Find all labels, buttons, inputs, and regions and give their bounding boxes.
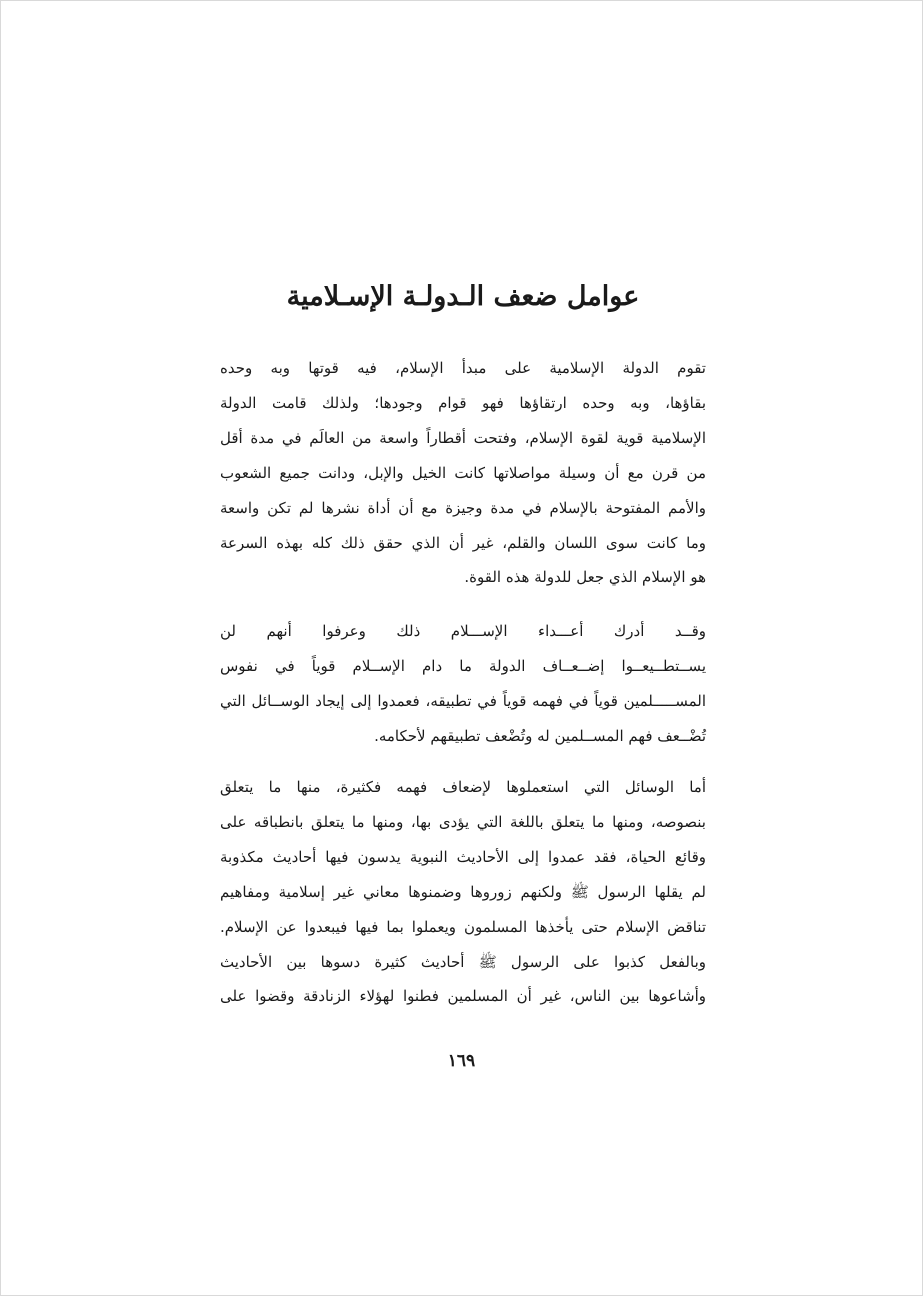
text-line: والأمم المفتوحة بالإسلام في مدة وجيزة مع أن أداة نشرها لم تكن واسعة xyxy=(220,498,706,517)
text-line: وبالفعل كذبوا على الرسول ﷺ أحاديث كثيرة دسوها بين الأحاديث xyxy=(220,952,706,971)
paragraph-1 xyxy=(220,351,706,595)
text-line: يســتطــيعــوا إضــعــاف الدولة ما دام الإســلام قوياً في نفوس xyxy=(220,656,706,675)
page-number: ١٦٩ xyxy=(447,1051,476,1071)
text-line: تقوم الدولة الإسلامية على مبدأ الإسلام، فيه قوتها وبه وحده xyxy=(220,359,706,377)
text-line: تُضْــعف فهم المســلمين له وتُضْعف تطبيقهم لأحكامه. xyxy=(374,726,706,745)
text-line: بنصوصه، ومنها ما يتعلق باللغة التي يؤدى بها، ومنها ما يتعلق بانطباقه على xyxy=(220,812,706,831)
text-line: لم يقلها الرسول ﷺ ولكنهم زوروها وضمنوها معاني غير إسلامية ومفاهيم xyxy=(220,882,706,901)
text-line: الإسلامية قوية لقوة الإسلام، وفتحت أقطاراً واسعة من العالَم في مدة أقل xyxy=(220,428,706,447)
page-title: عوامل ضعف الـدولـة الإسـلامية xyxy=(286,281,640,312)
text-line: وأشاعوها بين الناس، غير أن المسلمين فطنوا لهؤلاء الزنادقة وقضوا على xyxy=(220,987,706,1006)
text-line: بقاؤها، وبه وحده ارتقاؤها فهو قوام وجودها؛ ولذلك قامت الدولة xyxy=(220,393,706,412)
text-line: وقائع الحياة، فقد عمدوا إلى الأحاديث النبوية يدسون فيها أحاديث مكذوبة xyxy=(220,847,706,866)
text-line: تناقض الإسلام حتى يأخذها المسلمون ويعملوا بما فيها فيبعدوا عن الإسلام. xyxy=(220,917,706,936)
paragraph-3 xyxy=(220,770,706,1014)
text-line: وقــد أدرك أعـــداء الإســـلام ذلك وعرفوا أنهم لن xyxy=(220,622,706,640)
text-line: هو الإسلام الذي جعل للدولة هذه القوة. xyxy=(464,568,706,587)
paragraph-2 xyxy=(220,614,706,754)
text-line: المســـــلمين قوياً في فهمه قوياً في تطبيقه، فعمدوا إلى إيجاد الوســائل التي xyxy=(220,691,706,710)
text-line: من قرن مع أن وسيلة مواصلاتها كانت الخيل والإبل، ودانت جميع الشعوب xyxy=(220,463,706,482)
text-line: أما الوسائل التي استعملوها لإضعاف فهمه فكثيرة، منها ما يتعلق xyxy=(220,778,706,796)
text-line: وما كانت سوى اللسان والقلم، غير أن الذي حقق ذلك كله بهذه السرعة xyxy=(220,533,706,552)
